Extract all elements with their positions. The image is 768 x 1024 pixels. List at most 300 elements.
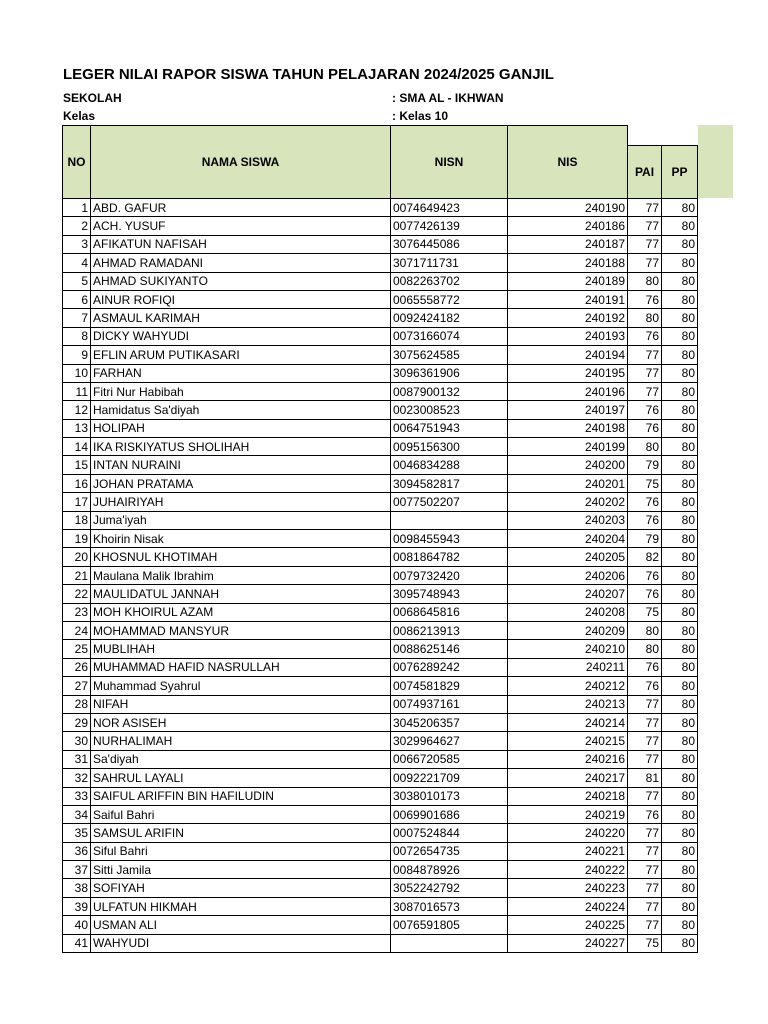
cell-nisn: 0092424182 <box>391 309 508 327</box>
cell-pai: 77 <box>628 732 662 750</box>
cell-nisn: 0074581829 <box>391 677 508 695</box>
cell-nisn: 0077502207 <box>391 493 508 511</box>
cell-nisn: 0084878926 <box>391 861 508 879</box>
cell-no: 4 <box>63 254 91 272</box>
cell-no: 20 <box>63 548 91 566</box>
cell-nisn: 0064751943 <box>391 419 508 437</box>
cell-nis: 240223 <box>508 879 628 897</box>
cell-nis: 240206 <box>508 566 628 584</box>
cell-name: Sa'diyah <box>91 750 391 768</box>
cell-pai: 77 <box>628 842 662 860</box>
cell-pai: 77 <box>628 199 662 217</box>
table-row <box>63 346 698 364</box>
cell-nis: 240221 <box>508 842 628 860</box>
cell-pp: 80 <box>662 805 698 823</box>
cell-nisn: 0098455943 <box>391 530 508 548</box>
cell-pp: 80 <box>662 769 698 787</box>
cell-no: 2 <box>63 217 91 235</box>
cell-name: AHMAD RAMADANI <box>91 254 391 272</box>
cell-name: AHMAD SUKIYANTO <box>91 272 391 290</box>
cell-pai: 77 <box>628 824 662 842</box>
cell-pai: 82 <box>628 548 662 566</box>
cell-pp: 80 <box>662 732 698 750</box>
cell-pp: 80 <box>662 713 698 731</box>
cell-no: 11 <box>63 382 91 400</box>
table-row <box>63 548 698 566</box>
cell-nisn: 0069901686 <box>391 805 508 823</box>
cell-no: 36 <box>63 842 91 860</box>
cell-name: MAULIDATUL JANNAH <box>91 585 391 603</box>
cell-name: SAHRUL LAYALI <box>91 769 391 787</box>
cell-nisn <box>391 511 508 529</box>
cell-name: EFLIN ARUM PUTIKASARI <box>91 346 391 364</box>
table-row <box>63 217 698 235</box>
cell-pp: 80 <box>662 548 698 566</box>
cell-name: DICKY WAHYUDI <box>91 327 391 345</box>
cell-nisn: 0066720585 <box>391 750 508 768</box>
cell-no: 21 <box>63 566 91 584</box>
cell-nis: 240227 <box>508 934 628 952</box>
cell-nisn: 0086213913 <box>391 621 508 639</box>
cell-pai: 81 <box>628 769 662 787</box>
cell-pp: 80 <box>662 787 698 805</box>
cell-name: AINUR ROFIQI <box>91 290 391 308</box>
cell-no: 9 <box>63 346 91 364</box>
cell-no: 1 <box>63 199 91 217</box>
cell-pai: 80 <box>628 621 662 639</box>
table-row <box>63 603 698 621</box>
cell-no: 29 <box>63 713 91 731</box>
cell-nisn: 0074937161 <box>391 695 508 713</box>
table-row <box>63 493 698 511</box>
cell-pai: 76 <box>628 419 662 437</box>
cell-name: NURHALIMAH <box>91 732 391 750</box>
table-row <box>63 456 698 474</box>
cell-pai: 77 <box>628 364 662 382</box>
cell-pai: 76 <box>628 677 662 695</box>
cell-pai: 77 <box>628 879 662 897</box>
cell-name: SAMSUL ARIFIN <box>91 824 391 842</box>
cell-pp: 80 <box>662 382 698 400</box>
cell-no: 26 <box>63 658 91 676</box>
cell-name: Juma'iyah <box>91 511 391 529</box>
cell-pp: 80 <box>662 456 698 474</box>
cell-nis: 240197 <box>508 401 628 419</box>
cell-name: KHOSNUL KHOTIMAH <box>91 548 391 566</box>
cell-nis: 240209 <box>508 621 628 639</box>
cell-nisn: 0079732420 <box>391 566 508 584</box>
cell-pp: 80 <box>662 493 698 511</box>
cell-pai: 80 <box>628 640 662 658</box>
cell-pai: 77 <box>628 695 662 713</box>
cell-name: NIFAH <box>91 695 391 713</box>
cell-pp: 80 <box>662 916 698 934</box>
table-row <box>63 438 698 456</box>
table-row <box>63 419 698 437</box>
cell-nis: 240225 <box>508 916 628 934</box>
cell-nis: 240216 <box>508 750 628 768</box>
table-row <box>63 897 698 915</box>
cell-nisn: 0087900132 <box>391 382 508 400</box>
cell-name: JOHAN PRATAMA <box>91 474 391 492</box>
table-row <box>63 677 698 695</box>
cell-name: MOH KHOIRUL AZAM <box>91 603 391 621</box>
cell-pai: 80 <box>628 272 662 290</box>
cell-no: 33 <box>63 787 91 805</box>
cell-nis: 240215 <box>508 732 628 750</box>
cell-pai: 77 <box>628 787 662 805</box>
cell-pai: 77 <box>628 217 662 235</box>
cell-name: Muhammad Syahrul <box>91 677 391 695</box>
cell-name: SAIFUL ARIFFIN BIN HAFILUDIN <box>91 787 391 805</box>
cell-pp: 80 <box>662 658 698 676</box>
cell-nisn: 0092221709 <box>391 769 508 787</box>
cell-pp: 80 <box>662 309 698 327</box>
cell-pp: 80 <box>662 327 698 345</box>
cell-nisn: 3075624585 <box>391 346 508 364</box>
cell-nis: 240208 <box>508 603 628 621</box>
cell-nisn: 3029964627 <box>391 732 508 750</box>
table-row <box>63 382 698 400</box>
cell-nis: 240186 <box>508 217 628 235</box>
cell-nis: 240214 <box>508 713 628 731</box>
table-row <box>63 272 698 290</box>
table-row <box>63 309 698 327</box>
table-body <box>63 199 698 953</box>
cell-no: 23 <box>63 603 91 621</box>
cell-pai: 77 <box>628 861 662 879</box>
cell-pp: 80 <box>662 824 698 842</box>
cell-pp: 80 <box>662 401 698 419</box>
cell-nis: 240218 <box>508 787 628 805</box>
cell-nis: 240222 <box>508 861 628 879</box>
cell-no: 38 <box>63 879 91 897</box>
cell-nis: 240207 <box>508 585 628 603</box>
cell-nis: 240193 <box>508 327 628 345</box>
cell-pai: 76 <box>628 805 662 823</box>
cell-no: 34 <box>63 805 91 823</box>
cell-pp: 80 <box>662 438 698 456</box>
class-label: Kelas <box>63 109 96 123</box>
cell-pai: 77 <box>628 916 662 934</box>
cell-nisn: 3095748943 <box>391 585 508 603</box>
cell-pp: 80 <box>662 346 698 364</box>
cell-pai: 80 <box>628 309 662 327</box>
cell-nis: 240212 <box>508 677 628 695</box>
cell-nisn: 3071711731 <box>391 254 508 272</box>
table-row <box>63 327 698 345</box>
document-title: LEGER NILAI RAPOR SISWA TAHUN PELAJARAN 2024/2025 GANJIL <box>63 66 554 83</box>
table-row <box>63 364 698 382</box>
cell-nisn: 3038010173 <box>391 787 508 805</box>
cell-nisn: 3087016573 <box>391 897 508 915</box>
cell-pai: 77 <box>628 346 662 364</box>
cell-nis: 240217 <box>508 769 628 787</box>
table-row <box>63 585 698 603</box>
cell-pai: 77 <box>628 897 662 915</box>
cell-pai: 80 <box>628 438 662 456</box>
cell-nis: 240203 <box>508 511 628 529</box>
table-row <box>63 769 698 787</box>
cell-pp: 80 <box>662 290 698 308</box>
cell-nis: 240195 <box>508 364 628 382</box>
cell-nis: 240192 <box>508 309 628 327</box>
cell-name: USMAN ALI <box>91 916 391 934</box>
cell-no: 5 <box>63 272 91 290</box>
cell-nisn: 0072654735 <box>391 842 508 860</box>
cell-pp: 80 <box>662 511 698 529</box>
table-row <box>63 474 698 492</box>
table-row <box>63 916 698 934</box>
cell-pp: 80 <box>662 695 698 713</box>
cell-name: ACH. YUSUF <box>91 217 391 235</box>
cell-pp: 80 <box>662 879 698 897</box>
cell-name: AFIKATUN NAFISAH <box>91 235 391 253</box>
cell-pp: 80 <box>662 621 698 639</box>
cell-pp: 80 <box>662 364 698 382</box>
col-header-nisn: NISN <box>391 126 508 199</box>
cell-pp: 80 <box>662 585 698 603</box>
cell-no: 30 <box>63 732 91 750</box>
cell-pai: 77 <box>628 750 662 768</box>
cell-name: MOHAMMAD MANSYUR <box>91 621 391 639</box>
table-row <box>63 805 698 823</box>
table-row <box>63 640 698 658</box>
table-row <box>63 621 698 639</box>
cell-nisn: 0046834288 <box>391 456 508 474</box>
cell-name: Siful Bahri <box>91 842 391 860</box>
table-row <box>63 254 698 272</box>
cell-nisn: 0023008523 <box>391 401 508 419</box>
table-row <box>63 934 698 952</box>
cell-name: Hamidatus Sa'diyah <box>91 401 391 419</box>
cell-pp: 80 <box>662 640 698 658</box>
cell-pai: 77 <box>628 382 662 400</box>
table-row <box>63 401 698 419</box>
cell-nisn: 0074649423 <box>391 199 508 217</box>
table-row <box>63 695 698 713</box>
cell-nis: 240198 <box>508 419 628 437</box>
cell-no: 27 <box>63 677 91 695</box>
cell-pai: 76 <box>628 658 662 676</box>
cell-nis: 240196 <box>508 382 628 400</box>
school-label: SEKOLAH <box>63 91 122 105</box>
cell-name: IKA RISKIYATUS SHOLIHAH <box>91 438 391 456</box>
cell-name: MUBLIHAH <box>91 640 391 658</box>
table-row <box>63 787 698 805</box>
table-row <box>63 199 698 217</box>
cell-no: 17 <box>63 493 91 511</box>
cell-name: Fitri Nur Habibah <box>91 382 391 400</box>
cell-no: 25 <box>63 640 91 658</box>
cell-pp: 80 <box>662 677 698 695</box>
cell-no: 22 <box>63 585 91 603</box>
cell-nis: 240199 <box>508 438 628 456</box>
cell-nis: 240224 <box>508 897 628 915</box>
cell-nisn: 0073166074 <box>391 327 508 345</box>
cell-nisn <box>391 934 508 952</box>
cell-name: HOLIPAH <box>91 419 391 437</box>
table-row <box>63 290 698 308</box>
cell-name: INTAN NURAINI <box>91 456 391 474</box>
cell-nisn: 0076289242 <box>391 658 508 676</box>
table-row <box>63 511 698 529</box>
table-row <box>63 861 698 879</box>
cell-nis: 240189 <box>508 272 628 290</box>
cell-no: 16 <box>63 474 91 492</box>
cell-nis: 240201 <box>508 474 628 492</box>
table-row <box>63 732 698 750</box>
cell-name: ASMAUL KARIMAH <box>91 309 391 327</box>
table-row <box>63 824 698 842</box>
cell-name: JUHAIRIYAH <box>91 493 391 511</box>
cell-pp: 80 <box>662 861 698 879</box>
table-row <box>63 235 698 253</box>
cell-no: 41 <box>63 934 91 952</box>
cell-nis: 240213 <box>508 695 628 713</box>
cell-pp: 80 <box>662 474 698 492</box>
cell-name: MUHAMMAD HAFID NASRULLAH <box>91 658 391 676</box>
cell-no: 35 <box>63 824 91 842</box>
cell-pai: 76 <box>628 511 662 529</box>
cell-nis: 240204 <box>508 530 628 548</box>
cell-nis: 240210 <box>508 640 628 658</box>
grades-table <box>62 125 698 953</box>
cell-no: 13 <box>63 419 91 437</box>
cell-no: 10 <box>63 364 91 382</box>
cell-no: 28 <box>63 695 91 713</box>
cell-pai: 77 <box>628 713 662 731</box>
cell-pai: 77 <box>628 254 662 272</box>
table-row <box>63 658 698 676</box>
cell-nis: 240191 <box>508 290 628 308</box>
cell-pp: 80 <box>662 603 698 621</box>
cell-no: 32 <box>63 769 91 787</box>
cell-pai: 75 <box>628 603 662 621</box>
cell-nisn: 0007524844 <box>391 824 508 842</box>
cell-nisn: 0065558772 <box>391 290 508 308</box>
cell-pai: 77 <box>628 235 662 253</box>
cell-no: 15 <box>63 456 91 474</box>
cell-pai: 79 <box>628 530 662 548</box>
cell-no: 31 <box>63 750 91 768</box>
cell-nis: 240205 <box>508 548 628 566</box>
cell-nisn: 0088625146 <box>391 640 508 658</box>
cell-pp: 80 <box>662 419 698 437</box>
cell-name: ABD. GAFUR <box>91 199 391 217</box>
cell-nisn: 3045206357 <box>391 713 508 731</box>
cell-nisn: 0095156300 <box>391 438 508 456</box>
school-value: : SMA AL - IKHWAN <box>392 91 504 105</box>
table-row <box>63 566 698 584</box>
table-row <box>63 842 698 860</box>
cell-pai: 75 <box>628 474 662 492</box>
cell-name: Maulana Malik Ibrahim <box>91 566 391 584</box>
cell-no: 40 <box>63 916 91 934</box>
cell-pp: 80 <box>662 254 698 272</box>
table-row <box>63 530 698 548</box>
cell-nis: 240190 <box>508 199 628 217</box>
cell-name: FARHAN <box>91 364 391 382</box>
cell-no: 7 <box>63 309 91 327</box>
cell-nis: 240220 <box>508 824 628 842</box>
table-row <box>63 713 698 731</box>
col-header-name: NAMA SISWA <box>91 126 391 199</box>
cell-no: 24 <box>63 621 91 639</box>
cell-name: Sitti Jamila <box>91 861 391 879</box>
cell-pai: 76 <box>628 401 662 419</box>
cell-nisn: 0068645816 <box>391 603 508 621</box>
cell-pp: 80 <box>662 842 698 860</box>
cell-pp: 80 <box>662 750 698 768</box>
cell-pp: 80 <box>662 199 698 217</box>
cell-name: Khoirin Nisak <box>91 530 391 548</box>
cell-nis: 240200 <box>508 456 628 474</box>
cell-no: 39 <box>63 897 91 915</box>
cell-pp: 80 <box>662 530 698 548</box>
cell-nisn: 3096361906 <box>391 364 508 382</box>
cell-nisn: 3076445086 <box>391 235 508 253</box>
cell-pai: 76 <box>628 566 662 584</box>
cell-nis: 240211 <box>508 658 628 676</box>
cell-nisn: 0082263702 <box>391 272 508 290</box>
cell-name: NOR ASISEH <box>91 713 391 731</box>
cell-nis: 240219 <box>508 805 628 823</box>
table-row <box>63 879 698 897</box>
cell-nis: 240194 <box>508 346 628 364</box>
cell-name: WAHYUDI <box>91 934 391 952</box>
cell-pai: 76 <box>628 585 662 603</box>
cell-no: 8 <box>63 327 91 345</box>
cell-nis: 240188 <box>508 254 628 272</box>
cell-pai: 75 <box>628 934 662 952</box>
class-value: : Kelas 10 <box>392 109 449 123</box>
cell-nisn: 0076591805 <box>391 916 508 934</box>
cell-pp: 80 <box>662 217 698 235</box>
cell-pp: 80 <box>662 235 698 253</box>
cell-pp: 80 <box>662 934 698 952</box>
cell-nis: 240187 <box>508 235 628 253</box>
cell-no: 12 <box>63 401 91 419</box>
cell-pai: 76 <box>628 493 662 511</box>
cell-name: SOFIYAH <box>91 879 391 897</box>
cell-nisn: 0081864782 <box>391 548 508 566</box>
cell-name: Saiful Bahri <box>91 805 391 823</box>
cell-nisn: 3094582817 <box>391 474 508 492</box>
col-header-nis: NIS <box>508 126 628 199</box>
col-header-pai: PAI <box>628 146 662 199</box>
cell-no: 3 <box>63 235 91 253</box>
cell-nisn: 3052242792 <box>391 879 508 897</box>
subject-group-header <box>628 126 698 146</box>
header-fill-extension <box>697 125 733 198</box>
table-row <box>63 750 698 768</box>
cell-pp: 80 <box>662 272 698 290</box>
cell-no: 18 <box>63 511 91 529</box>
col-header-pp: PP <box>662 146 698 199</box>
cell-no: 37 <box>63 861 91 879</box>
cell-nisn: 0077426139 <box>391 217 508 235</box>
cell-pp: 80 <box>662 897 698 915</box>
cell-name: ULFATUN HIKMAH <box>91 897 391 915</box>
cell-nis: 240202 <box>508 493 628 511</box>
cell-pp: 80 <box>662 566 698 584</box>
cell-no: 19 <box>63 530 91 548</box>
col-header-no: NO <box>63 126 91 199</box>
cell-pai: 76 <box>628 327 662 345</box>
cell-no: 6 <box>63 290 91 308</box>
cell-no: 14 <box>63 438 91 456</box>
